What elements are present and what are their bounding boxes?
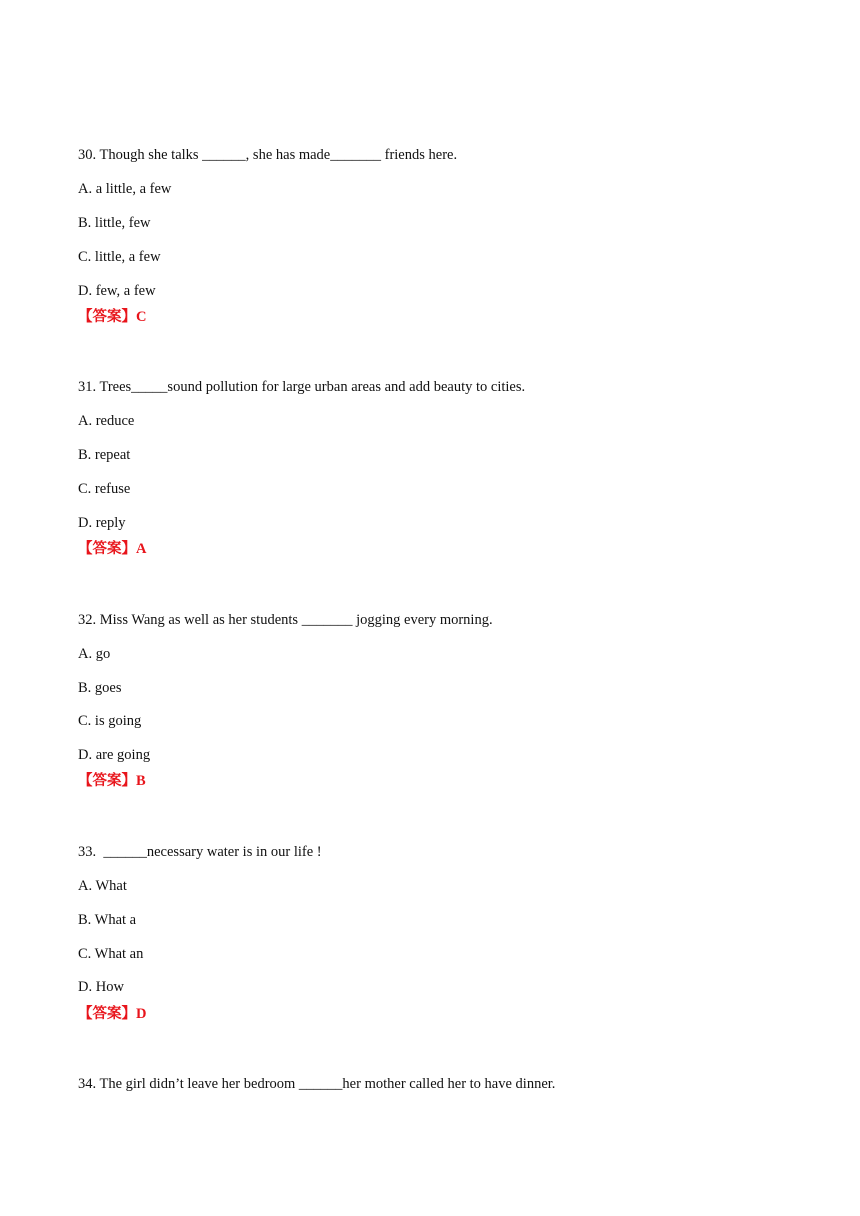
question-32-option-d: D. are going: [78, 747, 151, 763]
question-30-answer: [78, 308, 146, 326]
answer-letter: B: [136, 773, 146, 789]
question-31-answer: [78, 540, 146, 558]
question-31-stem: 31. Trees_____sound pollution for large urban areas and add beauty to cities.: [78, 379, 526, 395]
question-33-answer: [78, 1005, 146, 1023]
question-33-stem: 33. ______necessary water is in our life !: [78, 844, 322, 860]
question-30-stem: 30. Though she talks ______, she has made_______ friends here.: [78, 147, 458, 163]
answer-letter: A: [136, 541, 147, 557]
answer-label: 【答案】: [78, 773, 136, 789]
question-33-option-b: B. What a: [78, 912, 137, 928]
question-30-option-a: A. a little, a few: [78, 181, 172, 197]
question-32-option-a: A. go: [78, 646, 111, 662]
answer-label: 【答案】: [78, 541, 136, 557]
question-32-option-b: B. goes: [78, 680, 122, 696]
answer-label: 【答案】: [78, 1006, 136, 1022]
answer-letter: C: [136, 309, 147, 325]
question-32-answer: [78, 772, 146, 790]
question-31-option-d: D. reply: [78, 515, 126, 531]
question-32-stem: 32. Miss Wang as well as her students _______ jogging every morning.: [78, 612, 493, 628]
question-33-option-d: D. How: [78, 979, 124, 995]
question-30-option-d: D. few, a few: [78, 283, 156, 299]
question-31-option-a: A. reduce: [78, 413, 135, 429]
answer-letter: D: [136, 1006, 147, 1022]
question-31-option-c: C. refuse: [78, 481, 131, 497]
question-34-stem: 34. The girl didn’t leave her bedroom ______her mother called her to have dinner.: [78, 1076, 556, 1092]
question-30-option-c: C. little, a few: [78, 249, 161, 265]
answer-label: 【答案】: [78, 309, 136, 325]
question-32-option-c: C. is going: [78, 713, 142, 729]
question-33-option-a: A. What: [78, 878, 127, 894]
question-30-option-b: B. little, few: [78, 215, 151, 231]
question-31-option-b: B. repeat: [78, 447, 131, 463]
question-33-option-c: C. What an: [78, 946, 144, 962]
